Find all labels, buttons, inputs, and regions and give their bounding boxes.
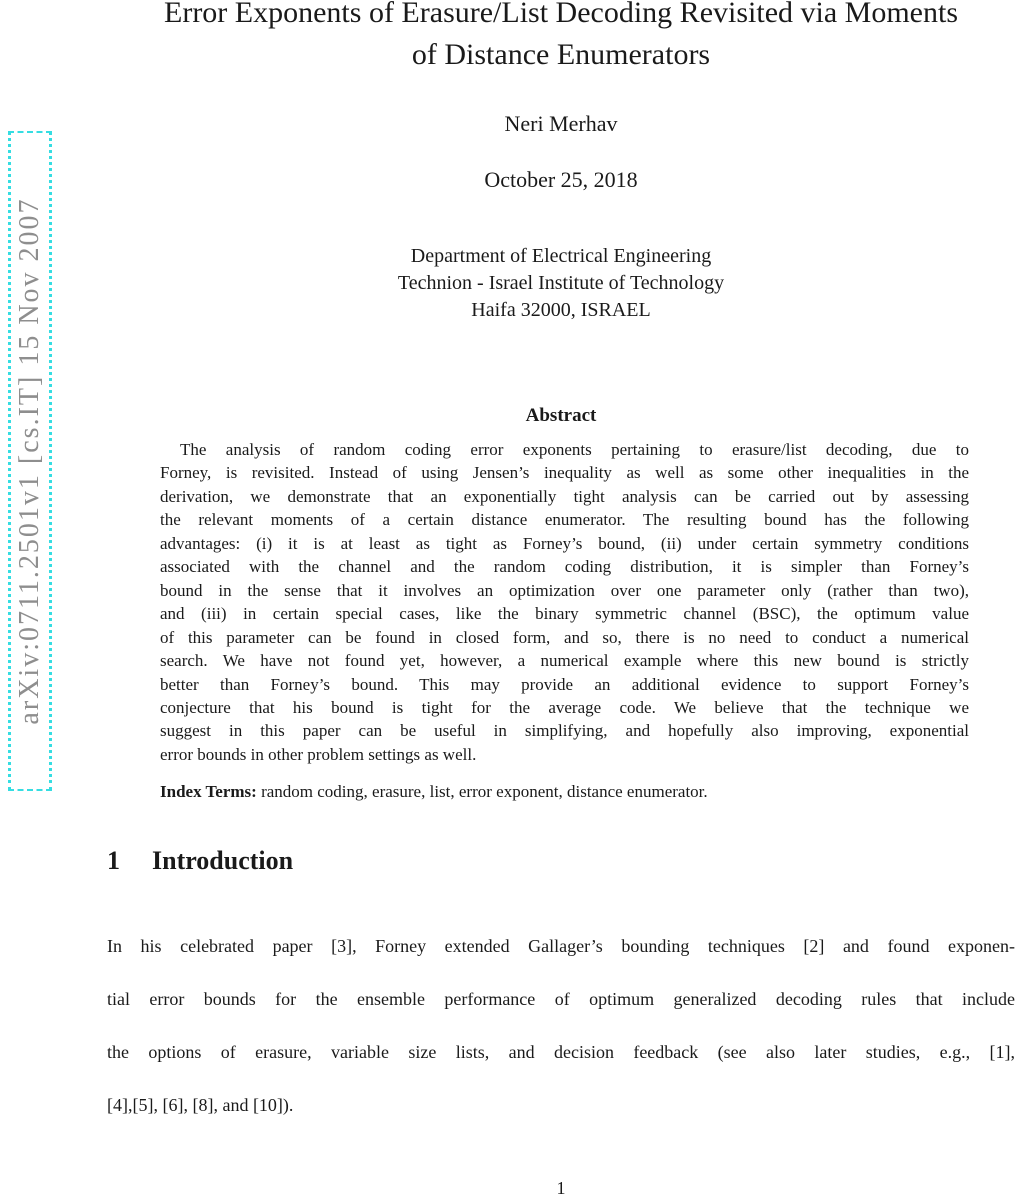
- text-line: The analysis of random coding error exponents pertaining to erasure/list decoding, due to: [180, 440, 969, 459]
- abstract-heading: Abstract: [525, 405, 597, 426]
- text-line: associated with the channel and the random coding distribution, it is simpler than Forney’s: [160, 557, 969, 577]
- text-line: better than Forney’s bound. This may provide an additional evidence to support Forney’s: [160, 674, 969, 694]
- affiliation-block: [107, 243, 1015, 324]
- paper-title-line1: Error Exponents of Erasure/List Decoding Revisited via Moments: [164, 0, 958, 29]
- text-line: search. We have not found yet, however, a numerical example where this new bound is strictly: [160, 651, 969, 671]
- page-number: 1: [556, 1178, 566, 1198]
- index-terms-label: Index Terms:: [160, 782, 257, 801]
- text-line: suggest in this paper can be useful in simplifying, and hopefully also improving, exponential: [160, 721, 969, 741]
- text-line: the relevant moments of a certain distance enumerator. The resulting bound has the following: [160, 510, 969, 530]
- text-line: the options of erasure, variable size lists, and decision feedback (see also later studies, e.g., [1],: [107, 1042, 1015, 1062]
- section-title: Introduction: [152, 846, 294, 875]
- text-line: and (iii) in certain special cases, like the binary symmetric channel (BSC), the optimum value: [160, 604, 969, 624]
- text-line: derivation, we demonstrate that an exponentially tight analysis can be carried out by assessing: [160, 486, 969, 506]
- text-line: error bounds in other problem settings as well.: [160, 744, 477, 764]
- text-line: bound in the sense that it involves an optimization over one parameter only (rather than two),: [160, 580, 969, 600]
- text-line: conjecture that his bound is tight for the average code. We believe that the technique we: [160, 697, 969, 717]
- paper-date: October 25, 2018: [484, 167, 638, 192]
- abstract-body: [160, 438, 969, 766]
- text-line: [4],[5], [6], [8], and [10]).: [107, 1095, 294, 1115]
- paper-title-line2: of Distance Enumerators: [411, 38, 711, 71]
- affiliation-department: Department of Electrical Engineering: [410, 245, 712, 267]
- text-line: of this parameter can be found in closed form, and so, there is no need to conduct a numerical: [160, 627, 969, 647]
- text-line: tial error bounds for the ensemble performance of optimum generalized decoding rules that include: [107, 989, 1015, 1009]
- introduction-paragraph: [107, 920, 1015, 1132]
- affiliation-city: Haifa 32000, ISRAEL: [471, 299, 651, 321]
- affiliation-institute: Technion - Israel Institute of Technology: [397, 272, 725, 294]
- index-terms: [160, 780, 980, 803]
- section-number: 1: [107, 846, 120, 875]
- text-line: In his celebrated paper [3], Forney extended Gallager’s bounding techniques [2] and found exponen-: [107, 936, 1015, 956]
- index-terms-text: random coding, erasure, list, error exponent, distance enumerator.: [261, 782, 708, 801]
- section-heading-introduction: [107, 845, 293, 877]
- paper-title: [107, 0, 1015, 76]
- arxiv-watermark: [8, 131, 52, 791]
- text-line: Forney, is revisited. Instead of using Jensen’s inequality as well as some other inequalities in the: [160, 463, 969, 483]
- author-name: Neri Merhav: [504, 111, 618, 136]
- arxiv-watermark-text: arXiv:0711.2501v1 [cs.IT] 15 Nov 2007: [14, 197, 45, 725]
- paper-content: [107, 0, 1015, 1200]
- text-line: advantages: (i) it is at least as tight as Forney’s bound, (ii) under certain symmetry conditions: [160, 533, 969, 553]
